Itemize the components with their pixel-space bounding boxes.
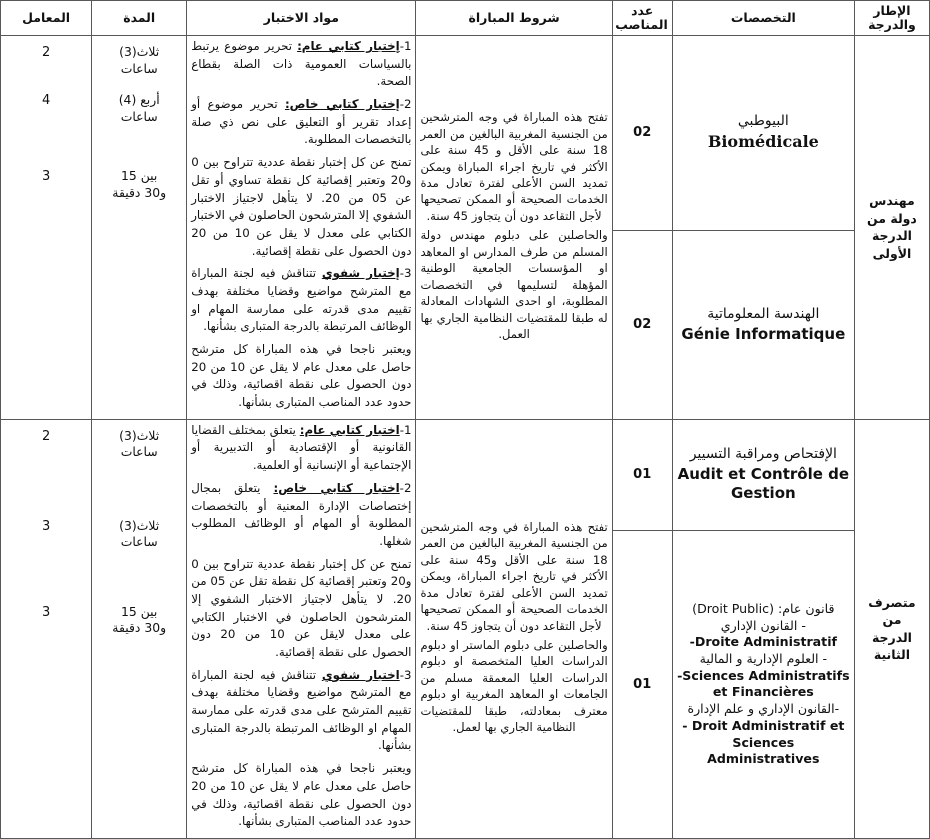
header-conditions: شروط المباراة (416, 1, 612, 36)
subject-text: تمنح عن كل إختبار نقطة عددية تتراوح بين 0 و20 وتعتبر إقصائية كل نقطة تقل عن 05 من 20. لا يتأهل لاجتياز الاختبار الشفوي إلا المترشحون الحاصلون في الاختبار الكتابي على معدل لايقل عن 10 من 20 دون الحصول على نقطة إقصائية. (191, 556, 412, 659)
duration-value (96, 422, 182, 474)
subject-lead: إختبار كتابي خاص: (284, 97, 400, 112)
specialty-list-item: - العلوم الإدارية و المالية (699, 650, 828, 666)
frame-label-block1 (859, 192, 925, 262)
subjects-cell-block2 (187, 419, 416, 838)
subject-lead: اختبار كتابي خاص: (273, 480, 400, 495)
duration-text: ثلاث(3) ساعات (119, 427, 160, 460)
specialty-list-item: قانون عام: (Droit Public) (692, 600, 835, 616)
duration-text: ثلاث(3) ساعات (119, 517, 160, 550)
subject-number: 1- (399, 39, 412, 53)
specialty-list-item: -Droite Administratif (689, 634, 837, 650)
subject-text: يتعلق بمجال إختصاصات الإدارة المعنية أو بالتخصصات المطلوبة أو المهام أو الوظائف المطلوب شغلها. (191, 480, 412, 548)
specialty-list-item: et Financières (712, 684, 814, 700)
subject-paragraph (191, 480, 411, 551)
subject-lead: إختبار شفوي (321, 266, 400, 281)
table-row (1, 419, 930, 530)
subject-text: ويعتبر ناجحا في هذه المباراة كل مترشح حاصل على معدل عام لا يقل عن 10 من 20 دون الحصول على نقطة اقصائية، وذلك في حدود عدد المناصب المتبارى بشأنها. (191, 342, 412, 410)
frame-line: الدرجة (871, 228, 912, 244)
duration-cell-block2 (92, 419, 187, 838)
duration-text: بين 15 و30 دقيقة (112, 168, 167, 200)
specialty-cell-biomedical (672, 36, 854, 231)
header-duration: المدة (92, 1, 187, 36)
specialty-list (677, 601, 850, 768)
duration-value (96, 140, 182, 201)
header-frame-line2: والدرجة (868, 17, 916, 32)
posts-cell-informatics: 02 (612, 230, 672, 419)
subject-text: يتعلق بمختلف القضايا القانونية أو الإقتصادية أو التدبيرية أو الإجتماعية أو الإنسانية أو العلمية. (191, 422, 412, 473)
subject-paragraph (191, 265, 411, 336)
posts-cell-audit: 01 (612, 419, 672, 530)
conditions-paragraph: والحاصلين على دبلوم الماستر او دبلوم الدراسات العليا المتخصصة او دبلوم الدراسات العليا المعمقة مسلم من الجامعات او المعاهد المغربية او دبلوم معترف بمعادلته، طبقا للمقتضيات النظامية الجاري بها لعمل. (420, 638, 608, 735)
header-specialties: التخصصات (672, 1, 854, 36)
table-body (1, 36, 930, 839)
conditions-cell-block2 (416, 419, 612, 838)
specialty-french: Génie Informatique (681, 324, 846, 343)
posts-cell-public-law: 01 (612, 531, 672, 839)
coefficient-cell-block1 (1, 36, 92, 420)
subject-lead: اختبار شفوي (321, 667, 400, 682)
specialty-list-item: -القانون الإداري و علم الإدارة (687, 701, 840, 717)
duration-cell-block1 (92, 36, 187, 420)
frame-line: متصرف (868, 594, 916, 610)
conditions-paragraph: تفتح هذه المباراة في وجه المترشحين من الجنسية المغربية البالغين من العمر 18 سنة على الأقل و 45 سنة على الأكثر في تاريخ اجراء المباراة ويمكن تمديد السن الأعلى لفترة تعادل مدة الخدمات الصحيحة أو الممكن تصحيحها لأجل التقاعد دون أن يتجاوز 45 سنة. (420, 110, 608, 223)
subject-text: تحرير موضوع يرتبط بالسياسات العمومية ذات الصلة بقطاع الصحة. (191, 39, 412, 89)
coefficient-text: 3 (41, 169, 51, 184)
subject-text: ويعتبر ناجحا في هذه المباراة كل مترشح حاصل على معدل عام لا يقل عن 10 من 20 دون الحصول على نقطة اقصائية، وذلك في حدود عدد المناصب المتبارى بشأنها. (191, 761, 412, 829)
header-posts-line2: المناصب (615, 17, 668, 32)
subject-lead: اختبار كتابي عام: (299, 422, 400, 437)
header-posts-line1: عدد (631, 2, 654, 18)
header-frame-line1: الإطار (873, 2, 911, 18)
frame-cell-block1 (854, 36, 929, 420)
subject-number: 2- (399, 480, 412, 495)
specialty-cell-audit (672, 419, 854, 530)
specialty-arabic: الإفتحاص ومراقبة التسيير (689, 446, 837, 463)
coefficient-text: 4 (41, 93, 51, 108)
duration-value (96, 38, 182, 84)
header-coefficient: المعامل (1, 1, 92, 36)
frame-line: الأولى (872, 245, 912, 261)
subject-text: تحرير موضوع أو إعداد تقرير أو التعليق على نص ذي صلة بالتخصصات المطلوبة. (191, 97, 412, 147)
subject-text: تتناقش فيه لجنة المباراة مع المترشح مواضيع وقضايا مختلفة بهدف تقييم مدى قدرته على ممارسة المهام او الوظائف المرتبطة بالدرجة المتبارى بشأنها. (191, 266, 412, 334)
specialty-list-item: - Droit Administratif et (682, 717, 845, 733)
table-header (1, 1, 930, 36)
specialty-french: Biomédicale (707, 132, 819, 152)
subject-paragraph (191, 154, 411, 260)
specialty-cell-informatics (672, 230, 854, 419)
header-posts (612, 1, 672, 36)
specialty-list-item: Sciences (732, 734, 795, 750)
frame-label-block2 (859, 594, 925, 664)
frame-line: مهندس (869, 193, 915, 209)
coefficient-text: 3 (41, 604, 51, 620)
frame-cell-block2 (854, 419, 929, 838)
specialty-list-item: - القانون الإداري (720, 617, 806, 633)
coefficient-value (5, 140, 87, 186)
coefficient-value (5, 422, 87, 474)
conditions-paragraph: والحاصلين على دبلوم مهندس دولة المسلم من طرف المدارس او المعاهد او المؤسسات الجامعية الوطنية المؤهلة لتسليمها في التخصصات المطلوبة، او احدى الشهادات المعادلة له طبقا للمقتضيات النظامية الجاري بها العمل. (420, 228, 608, 342)
coefficient-text: 3 (41, 518, 51, 534)
subject-text: تتناقش فيه لجنة المباراة مع المترشح مواضيع وقضايا مختلفة بهدف تقييم المترشح على مدى قدرته على ممارسة المهام او الوظائف المرتبطة بالدرجة المتبارى بشأنها. (191, 667, 412, 753)
duration-value (96, 558, 182, 637)
frame-line: الثانية (873, 647, 911, 663)
coefficient-value (5, 474, 87, 558)
duration-text: ثلاث(3) ساعات (119, 44, 160, 76)
subject-lead: إختبار كتابي عام: (297, 39, 400, 53)
subject-number: 3- (399, 667, 412, 682)
coefficient-text: 2 (41, 428, 51, 444)
duration-value (96, 84, 182, 140)
table-row (1, 36, 930, 231)
subject-paragraph (191, 341, 411, 412)
subject-paragraph (191, 96, 411, 149)
subject-text: تمنح عن كل إختبار نقطة عددية تتراوح بين 0 و20 وتعتبر إقصائية كل نقطة تساوي أو تقل عن 05 من 20. لا يتأهل لاجتياز الاختبار الشفوي إلا المترشحون الحاصلون في الاختبار الكتابي على معدل لا يقل عن 10 من 20 دون الحصول على نقطة إقصائية. (191, 155, 412, 258)
subject-paragraph (191, 667, 411, 755)
duration-text: بين 15 و30 دقيقة (112, 603, 167, 636)
header-subjects: مواد الاختبار (187, 1, 416, 36)
specialty-list-item: -Sciences Administratifs (677, 667, 850, 683)
conditions-cell-block1 (416, 36, 612, 420)
header-frame (854, 1, 929, 36)
posts-cell-biomedical: 02 (612, 36, 672, 231)
subject-paragraph (191, 422, 411, 475)
duration-value (96, 474, 182, 558)
frame-line: الدرجة (871, 629, 912, 645)
specialty-cell-public-law (672, 531, 854, 839)
coefficient-text: 2 (41, 45, 51, 60)
frame-line: من (882, 612, 902, 628)
header-row (1, 1, 930, 36)
subjects-cell-block1 (187, 36, 416, 420)
frame-line: دولة من (867, 210, 917, 226)
coefficient-value (5, 84, 87, 140)
duration-text: أربع (4) ساعات (118, 92, 160, 124)
coefficient-value (5, 558, 87, 622)
specialty-arabic: البيوطبي (737, 113, 789, 130)
coefficient-cell-block2 (1, 419, 92, 838)
subject-paragraph (191, 760, 411, 831)
subject-paragraph (191, 38, 411, 91)
coefficient-value (5, 38, 87, 84)
specialty-list-item: Administratives (707, 751, 820, 767)
specialty-arabic: الهندسة المعلوماتية (707, 305, 820, 322)
subject-paragraph (191, 556, 411, 662)
specialty-french: Audit et Contrôle de Gestion (677, 465, 850, 503)
subject-number: 1- (399, 422, 412, 437)
subject-number: 2- (399, 97, 412, 112)
conditions-paragraph: تفتح هذه المباراة في وجه المترشحين من الجنسية المغربية البالغين من العمر 18 سنة على الأقل و45 سنة على الأكثر في تاريخ اجراء المباراة، ويمكن تمديد السن الأعلى لفترة تعادل مدة الخدمات الصحيحة أو الممكن تصحيحها لأجل التقاعد دون أن يتجاوز 45 سنة. (420, 519, 608, 633)
subject-number: 3- (399, 266, 412, 281)
